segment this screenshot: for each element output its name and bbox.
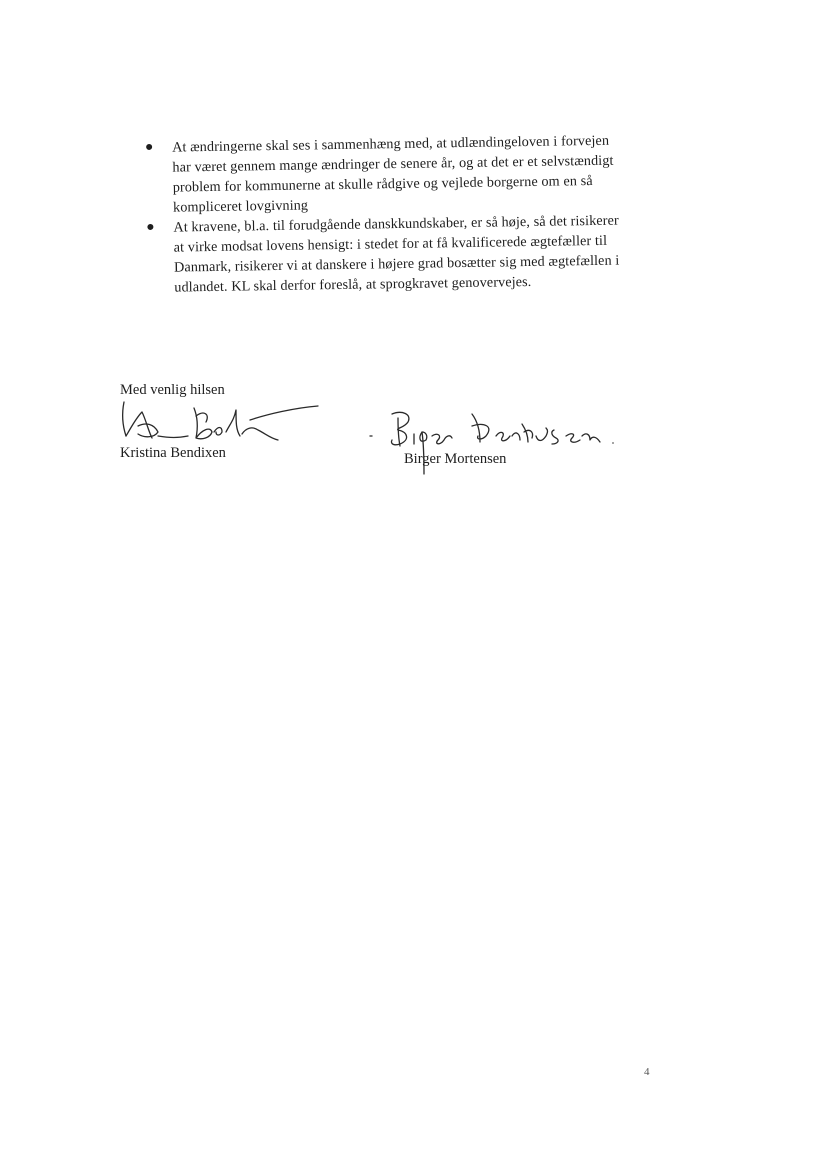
bullet-icon: [146, 144, 152, 150]
scan-speck: [612, 442, 614, 444]
signature-birger-mortensen: [368, 406, 608, 486]
closing-greeting: Med venlig hilsen: [120, 382, 225, 398]
bullet-text: At ændringerne skal ses i sammenhæng med, at udlændingeloven i forvejen har været gennem mange ændringer de senere år, og at det er et selvstændigt problem for kommunerne at skulle rådgive og vejlede borgerne om en så kompliceret lovgivning: [172, 132, 614, 216]
bullet-list: [146, 131, 620, 298]
bullet-text: At kravene, bl.a. til forudgående danskkundskaber, er så høje, så det risikerer at virke modsat lovens hensigt: i stedet for at få kvalificerede ægtefæller til Danmark, risikerer vi at danskere i højere grad bosætter sig med ægtefællen i udlandet. KL skal derfor foreslå, at sprogkravet genovervejes.: [173, 212, 620, 296]
bullet-icon: [147, 224, 153, 230]
bullet-item: [147, 211, 620, 298]
page-number: 4: [644, 1066, 650, 1078]
bullet-item: [146, 131, 619, 218]
signatory-name: Birger Mortensen: [404, 451, 507, 467]
signatory-name: Kristina Bendixen: [120, 445, 226, 461]
